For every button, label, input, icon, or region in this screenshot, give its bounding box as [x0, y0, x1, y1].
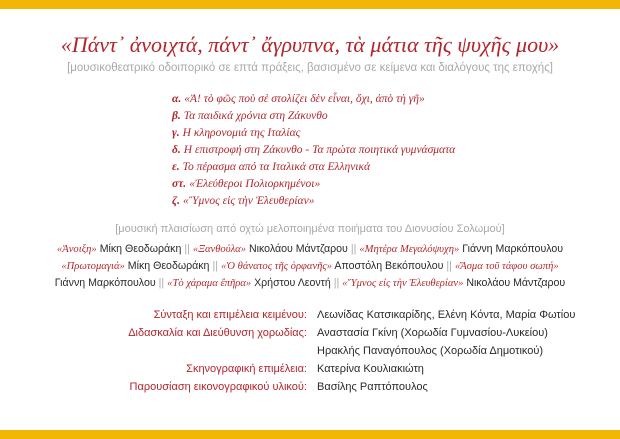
page-title: «Πάντ᾽ ἀνοιχτά, πάντ᾽ ἄγρυπνα, τὰ μάτια τῆς ψυχῆς μου» — [60, 32, 560, 57]
poem-composer: Χρήστου Λεοντή — [254, 277, 331, 289]
act-text: Η επιστροφή στη Ζάκυνθο - Τα πρώτα ποιητικά γυμνάσματα — [183, 144, 456, 156]
credit-label: Παρουσίαση εικονογραφικού υλικού: — [129, 381, 307, 393]
poem-title: «Ἄσμα τοῦ τάφου σωπή» — [454, 261, 559, 272]
poem-separator: || — [184, 243, 190, 255]
top-accent-bar — [0, 0, 620, 9]
act-item — [172, 108, 455, 125]
poem-title: «Μητέρα Μεγαλόψυχη» — [359, 244, 460, 255]
act-marker: α. — [172, 93, 182, 105]
credit-row — [0, 345, 620, 363]
act-item — [172, 125, 455, 142]
poem-title: «Τὸ χάραμα ἔπῆρα» — [167, 278, 252, 289]
credit-row — [0, 381, 620, 399]
act-item — [172, 142, 455, 159]
credit-value: Αναστασία Γκίνη (Χορωδία Γυμνασίου-Λυκείου) — [317, 327, 548, 339]
poem-title: «Ὁ θάνατος τῆς ὀρφανῆς» — [220, 261, 333, 272]
poem-separator: || — [333, 277, 340, 289]
act-marker: β. — [172, 110, 181, 122]
page-subtitle: [μουσικοθεατρικό οδοιπορικό σε επτά πράξεις, βασισμένο σε κείμενα και διαλόγους της εποχής] — [67, 62, 553, 74]
acts-list — [172, 91, 455, 210]
credit-label: Σκηνογραφική επιμέλεια: — [186, 363, 307, 375]
act-item — [172, 176, 455, 193]
act-marker: στ. — [172, 178, 187, 190]
credit-value: Βασίλης Ραπτόπουλος — [317, 381, 428, 393]
credit-value: Ηρακλής Παναγόπουλος (Χορωδία Δημοτικού) — [317, 345, 544, 357]
credit-label: Διδασκαλία και Διεύθυνση χορωδίας: — [128, 327, 307, 339]
act-text: «Ὕμνος εἰς τὴν Ἐλευθερίαν» — [182, 195, 315, 207]
poem-title: «Ξανθούλα» — [192, 244, 247, 255]
act-marker: γ. — [172, 127, 180, 139]
poem-separator: || — [446, 260, 452, 272]
music-subtitle: [μουσική πλαισίωση από οχτώ μελοποιημένα ποιήματα του Διονυσίου Σολωμού] — [115, 223, 505, 235]
poem-composer: Νικολάου Μάντζαρου — [248, 243, 348, 255]
credit-row — [0, 363, 620, 381]
act-item — [172, 159, 455, 176]
credit-row — [0, 309, 620, 327]
act-text: «Ἀ! τὸ φῶς ποὺ σὲ στολίζει δὲν εἶναι, ὄχι, ἀπὸ τὴ γῆ» — [184, 93, 425, 105]
act-text: Το πέρασμα από τα Ιταλικά στα Ελληνικά — [182, 161, 371, 173]
poem-composer: Νικολάου Μάντζαρου — [466, 277, 566, 289]
act-text: Η κληρονομιά της Ιταλίας — [182, 127, 301, 139]
poem-composer: Γιάννη Μαρκόπουλου — [54, 277, 156, 289]
poems-line — [0, 258, 620, 275]
credits-block — [0, 309, 620, 399]
poem-composer: Αποστόλη Βεκόπουλου — [334, 260, 444, 272]
act-marker: ζ. — [172, 195, 180, 207]
poem-separator: || — [350, 243, 357, 255]
act-item — [172, 91, 455, 108]
credit-row — [0, 327, 620, 345]
bottom-accent-bar — [0, 430, 620, 439]
act-text: Τα παιδικά χρόνια στη Ζάκυνθο — [183, 110, 328, 122]
poem-separator: || — [158, 277, 165, 289]
poem-title: «Ὕμνος εἰς τὴν Ἐλευθερίαν» — [342, 278, 464, 289]
credit-value: Κατερίνα Κουλιακιώτη — [317, 363, 424, 375]
credit-label: Σύνταξη και επιμέλεια κειμένου: — [153, 309, 307, 321]
poem-composer: Μίκη Θεοδωράκη — [99, 243, 182, 255]
poem-composer: Μίκη Θεοδωράκη — [127, 260, 210, 272]
poems-line — [0, 241, 620, 258]
poem-title: «Ἀνοιξη» — [56, 244, 97, 255]
act-text: «Ἐλεύθεροι Πολιορκημένοι» — [189, 178, 321, 190]
poems-line — [0, 275, 620, 292]
poems-block — [0, 241, 620, 292]
poem-title: «Πρωτομαγιά» — [61, 261, 125, 272]
act-marker: ε. — [172, 161, 180, 173]
poem-separator: || — [212, 260, 218, 272]
poem-composer: Γιάννη Μαρκόπουλου — [462, 243, 564, 255]
credit-value: Λεωνίδας Κατσικαρίδης, Ελένη Κόντα, Μαρία Φωτίου — [317, 309, 576, 321]
act-marker: δ. — [172, 144, 181, 156]
act-item — [172, 193, 455, 210]
